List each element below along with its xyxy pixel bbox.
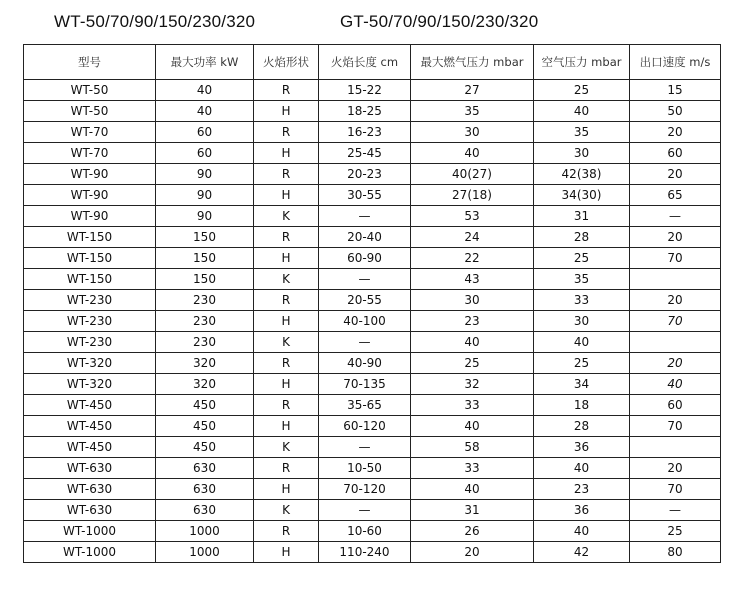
cell-flame-length: 60-90 — [319, 248, 411, 269]
cell-flame-length: 20-55 — [319, 290, 411, 311]
cell-air-pressure: 18 — [534, 395, 630, 416]
cell-flame-length: — — [319, 437, 411, 458]
cell-outlet-velocity: 40 — [630, 374, 721, 395]
header-outlet-velocity: 出口速度 m/s — [630, 45, 721, 80]
cell-flame-shape: H — [254, 374, 319, 395]
cell-air-pressure: 25 — [534, 80, 630, 101]
cell-model: WT-630 — [24, 479, 156, 500]
cell-max-power: 320 — [156, 374, 254, 395]
cell-max-power: 1000 — [156, 521, 254, 542]
cell-max-gas-pressure: 24 — [411, 227, 534, 248]
cell-flame-length: 10-50 — [319, 458, 411, 479]
table-row — [24, 311, 721, 332]
cell-max-gas-pressure: 27 — [411, 80, 534, 101]
table-row — [24, 374, 721, 395]
cell-max-gas-pressure: 30 — [411, 290, 534, 311]
table-row — [24, 437, 721, 458]
cell-flame-shape: R — [254, 290, 319, 311]
cell-flame-length: 70-120 — [319, 479, 411, 500]
cell-air-pressure: 36 — [534, 500, 630, 521]
cell-max-power: 450 — [156, 395, 254, 416]
table-row — [24, 227, 721, 248]
cell-model: WT-230 — [24, 311, 156, 332]
cell-air-pressure: 40 — [534, 332, 630, 353]
cell-outlet-velocity — [630, 332, 721, 353]
cell-outlet-velocity: 20 — [630, 164, 721, 185]
table-row — [24, 80, 721, 101]
cell-flame-length: 110-240 — [319, 542, 411, 563]
cell-max-power: 450 — [156, 437, 254, 458]
cell-max-gas-pressure: 35 — [411, 101, 534, 122]
cell-max-power: 60 — [156, 122, 254, 143]
cell-model: WT-1000 — [24, 542, 156, 563]
cell-max-power: 230 — [156, 290, 254, 311]
table-row — [24, 164, 721, 185]
cell-air-pressure: 28 — [534, 416, 630, 437]
cell-max-gas-pressure: 20 — [411, 542, 534, 563]
cell-flame-shape: R — [254, 122, 319, 143]
table-row — [24, 416, 721, 437]
cell-max-gas-pressure: 31 — [411, 500, 534, 521]
table-row — [24, 521, 721, 542]
table-body — [24, 80, 721, 563]
cell-max-gas-pressure: 22 — [411, 248, 534, 269]
cell-flame-shape: K — [254, 269, 319, 290]
cell-model: WT-90 — [24, 185, 156, 206]
cell-max-gas-pressure: 40(27) — [411, 164, 534, 185]
cell-max-gas-pressure: 58 — [411, 437, 534, 458]
cell-flame-shape: H — [254, 542, 319, 563]
cell-air-pressure: 23 — [534, 479, 630, 500]
cell-model: WT-150 — [24, 269, 156, 290]
cell-model: WT-150 — [24, 248, 156, 269]
cell-air-pressure: 34 — [534, 374, 630, 395]
cell-air-pressure: 35 — [534, 122, 630, 143]
cell-outlet-velocity: 70 — [630, 248, 721, 269]
header-model: 型号 — [24, 45, 156, 80]
cell-air-pressure: 33 — [534, 290, 630, 311]
cell-max-power: 450 — [156, 416, 254, 437]
header-flame-shape: 火焰形状 — [254, 45, 319, 80]
cell-model: WT-230 — [24, 332, 156, 353]
cell-max-power: 90 — [156, 185, 254, 206]
cell-air-pressure: 40 — [534, 101, 630, 122]
cell-flame-shape: K — [254, 206, 319, 227]
cell-max-power: 230 — [156, 332, 254, 353]
cell-outlet-velocity: 20 — [630, 122, 721, 143]
cell-model: WT-70 — [24, 143, 156, 164]
cell-air-pressure: 42(38) — [534, 164, 630, 185]
cell-outlet-velocity — [630, 437, 721, 458]
cell-flame-shape: R — [254, 227, 319, 248]
table-row — [24, 290, 721, 311]
cell-max-gas-pressure: 53 — [411, 206, 534, 227]
table-row — [24, 395, 721, 416]
cell-max-power: 1000 — [156, 542, 254, 563]
cell-air-pressure: 40 — [534, 521, 630, 542]
cell-outlet-velocity: 65 — [630, 185, 721, 206]
table-row — [24, 500, 721, 521]
cell-outlet-velocity: 70 — [630, 311, 721, 332]
cell-max-gas-pressure: 30 — [411, 122, 534, 143]
cell-flame-shape: H — [254, 101, 319, 122]
cell-max-power: 320 — [156, 353, 254, 374]
table-row — [24, 143, 721, 164]
table-row — [24, 353, 721, 374]
cell-max-power: 90 — [156, 164, 254, 185]
cell-model: WT-450 — [24, 416, 156, 437]
cell-max-power: 630 — [156, 458, 254, 479]
cell-max-gas-pressure: 27(18) — [411, 185, 534, 206]
cell-flame-length: 70-135 — [319, 374, 411, 395]
cell-model: WT-90 — [24, 206, 156, 227]
cell-outlet-velocity: 25 — [630, 521, 721, 542]
cell-outlet-velocity: — — [630, 206, 721, 227]
cell-model: WT-150 — [24, 227, 156, 248]
burner-spec-table — [23, 44, 721, 563]
cell-flame-shape: R — [254, 458, 319, 479]
table-header-row — [24, 45, 721, 80]
cell-model: WT-450 — [24, 437, 156, 458]
table-row — [24, 248, 721, 269]
cell-outlet-velocity: — — [630, 500, 721, 521]
cell-flame-shape: H — [254, 185, 319, 206]
cell-max-gas-pressure: 23 — [411, 311, 534, 332]
cell-outlet-velocity — [630, 269, 721, 290]
cell-model: WT-630 — [24, 458, 156, 479]
header-air-pressure: 空气压力 mbar — [534, 45, 630, 80]
cell-flame-length: — — [319, 332, 411, 353]
cell-air-pressure: 36 — [534, 437, 630, 458]
cell-flame-shape: H — [254, 416, 319, 437]
cell-air-pressure: 25 — [534, 353, 630, 374]
cell-flame-shape: R — [254, 164, 319, 185]
cell-model: WT-50 — [24, 80, 156, 101]
cell-model: WT-70 — [24, 122, 156, 143]
cell-model: WT-1000 — [24, 521, 156, 542]
cell-flame-length: 35-65 — [319, 395, 411, 416]
cell-air-pressure: 28 — [534, 227, 630, 248]
cell-flame-length: 25-45 — [319, 143, 411, 164]
cell-max-power: 150 — [156, 248, 254, 269]
cell-max-gas-pressure: 32 — [411, 374, 534, 395]
cell-air-pressure: 40 — [534, 458, 630, 479]
cell-air-pressure: 30 — [534, 311, 630, 332]
cell-flame-length: 15-22 — [319, 80, 411, 101]
table-row — [24, 269, 721, 290]
cell-outlet-velocity: 60 — [630, 143, 721, 164]
cell-max-gas-pressure: 40 — [411, 143, 534, 164]
table-row — [24, 479, 721, 500]
cell-max-power: 40 — [156, 80, 254, 101]
cell-outlet-velocity: 70 — [630, 416, 721, 437]
cell-air-pressure: 30 — [534, 143, 630, 164]
table-row — [24, 332, 721, 353]
cell-air-pressure: 25 — [534, 248, 630, 269]
cell-flame-shape: K — [254, 437, 319, 458]
cell-flame-shape: R — [254, 80, 319, 101]
cell-max-gas-pressure: 33 — [411, 395, 534, 416]
cell-max-power: 630 — [156, 500, 254, 521]
cell-flame-length: — — [319, 269, 411, 290]
title-wt-series: WT-50/70/90/150/230/320 — [54, 12, 256, 31]
cell-max-power: 150 — [156, 227, 254, 248]
cell-outlet-velocity: 50 — [630, 101, 721, 122]
cell-flame-length: — — [319, 500, 411, 521]
cell-flame-length: 60-120 — [319, 416, 411, 437]
header-max-gas-pressure: 最大燃气压力 mbar — [411, 45, 534, 80]
cell-outlet-velocity: 20 — [630, 227, 721, 248]
cell-max-power: 150 — [156, 269, 254, 290]
cell-flame-shape: K — [254, 332, 319, 353]
cell-max-gas-pressure: 43 — [411, 269, 534, 290]
cell-flame-shape: H — [254, 311, 319, 332]
cell-flame-shape: H — [254, 143, 319, 164]
cell-max-gas-pressure: 26 — [411, 521, 534, 542]
cell-flame-shape: R — [254, 521, 319, 542]
cell-flame-length: 20-23 — [319, 164, 411, 185]
cell-flame-length: 40-90 — [319, 353, 411, 374]
cell-flame-length: — — [319, 206, 411, 227]
table-row — [24, 122, 721, 143]
table-row — [24, 542, 721, 563]
table-row — [24, 101, 721, 122]
cell-flame-shape: R — [254, 353, 319, 374]
cell-outlet-velocity: 60 — [630, 395, 721, 416]
cell-air-pressure: 34(30) — [534, 185, 630, 206]
cell-flame-shape: R — [254, 395, 319, 416]
table-row — [24, 206, 721, 227]
cell-flame-length: 10-60 — [319, 521, 411, 542]
cell-max-gas-pressure: 25 — [411, 353, 534, 374]
cell-max-gas-pressure: 40 — [411, 479, 534, 500]
cell-model: WT-630 — [24, 500, 156, 521]
title-gt-series: GT-50/70/90/150/230/320 — [340, 12, 539, 31]
cell-flame-shape: K — [254, 500, 319, 521]
cell-model: WT-320 — [24, 353, 156, 374]
cell-model: WT-320 — [24, 374, 156, 395]
cell-air-pressure: 35 — [534, 269, 630, 290]
cell-max-power: 230 — [156, 311, 254, 332]
cell-max-power: 60 — [156, 143, 254, 164]
cell-outlet-velocity: 20 — [630, 290, 721, 311]
cell-model: WT-90 — [24, 164, 156, 185]
cell-flame-length: 18-25 — [319, 101, 411, 122]
cell-max-gas-pressure: 40 — [411, 416, 534, 437]
cell-max-power: 90 — [156, 206, 254, 227]
cell-flame-shape: H — [254, 248, 319, 269]
cell-outlet-velocity: 70 — [630, 479, 721, 500]
cell-air-pressure: 42 — [534, 542, 630, 563]
table-row — [24, 458, 721, 479]
cell-outlet-velocity: 20 — [630, 458, 721, 479]
cell-outlet-velocity: 15 — [630, 80, 721, 101]
cell-max-gas-pressure: 33 — [411, 458, 534, 479]
cell-flame-shape: H — [254, 479, 319, 500]
cell-model: WT-50 — [24, 101, 156, 122]
cell-flame-length: 30-55 — [319, 185, 411, 206]
header-flame-length: 火焰长度 cm — [319, 45, 411, 80]
cell-flame-length: 40-100 — [319, 311, 411, 332]
cell-max-power: 40 — [156, 101, 254, 122]
cell-air-pressure: 31 — [534, 206, 630, 227]
cell-outlet-velocity: 20 — [630, 353, 721, 374]
header-max-power: 最大功率 kW — [156, 45, 254, 80]
cell-flame-length: 20-40 — [319, 227, 411, 248]
cell-model: WT-230 — [24, 290, 156, 311]
cell-flame-length: 16-23 — [319, 122, 411, 143]
cell-max-gas-pressure: 40 — [411, 332, 534, 353]
table-row — [24, 185, 721, 206]
cell-max-power: 630 — [156, 479, 254, 500]
cell-model: WT-450 — [24, 395, 156, 416]
cell-outlet-velocity: 80 — [630, 542, 721, 563]
